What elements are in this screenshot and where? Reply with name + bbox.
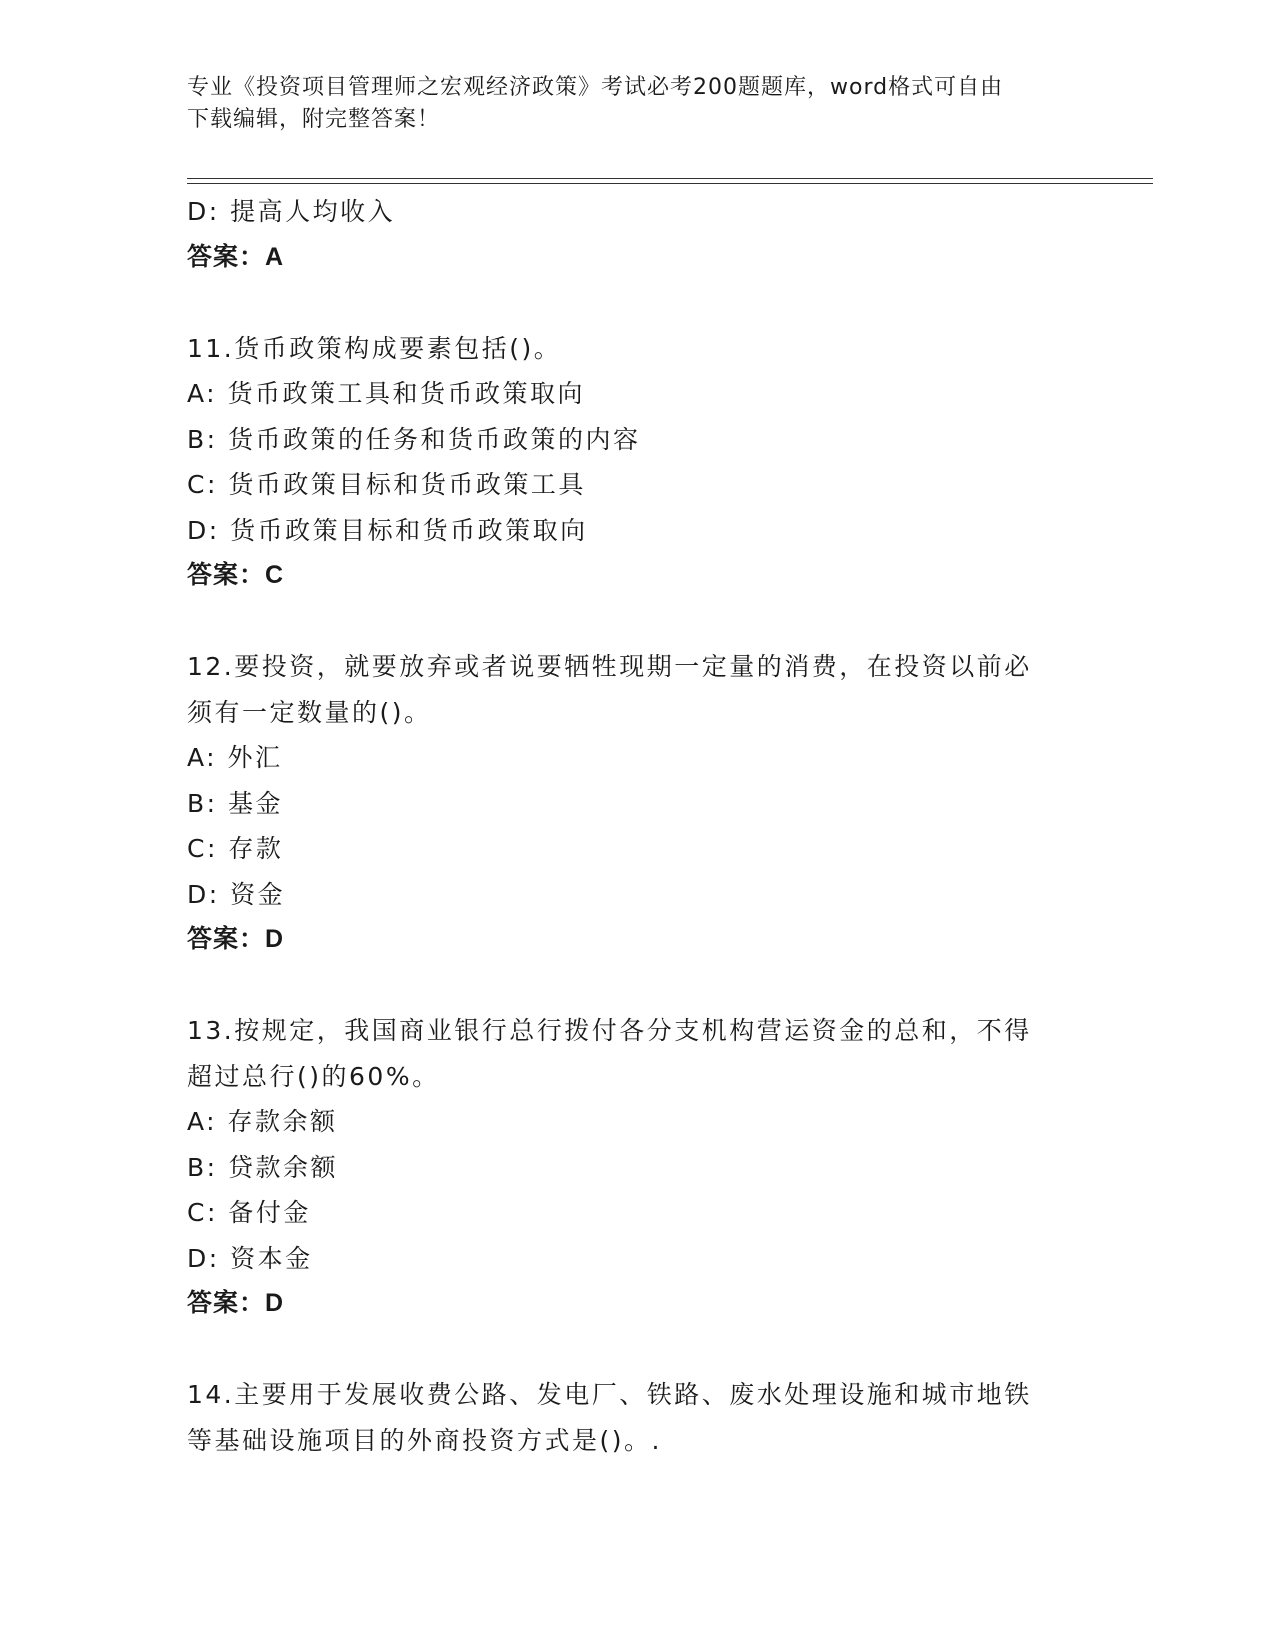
header-divider-top — [187, 178, 1153, 179]
question-stem-line-1: 12.要投资，就要放弃或者说要牺牲现期一定量的消费，在投资以前必 — [187, 652, 1032, 681]
question-12 — [187, 644, 1087, 963]
answer: 答案：C — [187, 561, 285, 589]
spacer — [187, 599, 1087, 645]
question-stem: 11.货币政策构成要素包括()。 — [187, 333, 562, 363]
header-line-1: 专业《投资项目管理师之宏观经济政策》考试必考200题题库，word格式可自由 — [187, 75, 1004, 100]
option-d: D: 货币政策目标和货币政策取向 — [187, 515, 588, 545]
option-c: C: 货币政策目标和货币政策工具 — [187, 470, 586, 499]
option-b: B: 基金 — [187, 788, 284, 818]
question-14 — [187, 1372, 1087, 1463]
option-d: D: 资本金 — [187, 1243, 313, 1273]
question-stem-line-2: 等基础设施项目的外商投资方式是()。. — [187, 1425, 662, 1455]
question-stem-line-2: 超过总行()的60%。 — [187, 1061, 440, 1091]
question-stem-line-1: 14.主要用于发展收费公路、发电厂、铁路、废水处理设施和城市地铁 — [187, 1380, 1032, 1409]
question-content — [187, 189, 1087, 1463]
spacer — [187, 280, 1087, 326]
question-stem-line-2: 须有一定数量的()。 — [187, 697, 432, 727]
option-a: A: 外汇 — [187, 743, 283, 772]
prev-option-d: D: 提高人均收入 — [187, 197, 396, 226]
question-13 — [187, 1008, 1087, 1327]
option-a: A: 存款余额 — [187, 1107, 338, 1136]
option-b: B: 货币政策的任务和货币政策的内容 — [187, 424, 641, 454]
option-c: C: 存款 — [187, 834, 284, 863]
answer: 答案：D — [187, 1289, 285, 1317]
option-a: A: 货币政策工具和货币政策取向 — [187, 379, 586, 408]
header-line-2: 下载编辑，附完整答案！ — [187, 107, 441, 132]
option-c: C: 备付金 — [187, 1198, 311, 1227]
document-header — [187, 72, 1077, 136]
spacer — [187, 1327, 1087, 1373]
spacer — [187, 963, 1087, 1009]
prev-answer: 答案：A — [187, 242, 285, 271]
option-b: B: 贷款余额 — [187, 1152, 339, 1182]
question-11 — [187, 326, 1087, 599]
answer: 答案：D — [187, 925, 285, 953]
question-stem-line-1: 13.按规定，我国商业银行总行拨付各分支机构营运资金的总和，不得 — [187, 1016, 1032, 1045]
header-divider-bottom — [187, 183, 1153, 184]
option-d: D: 资金 — [187, 879, 286, 909]
